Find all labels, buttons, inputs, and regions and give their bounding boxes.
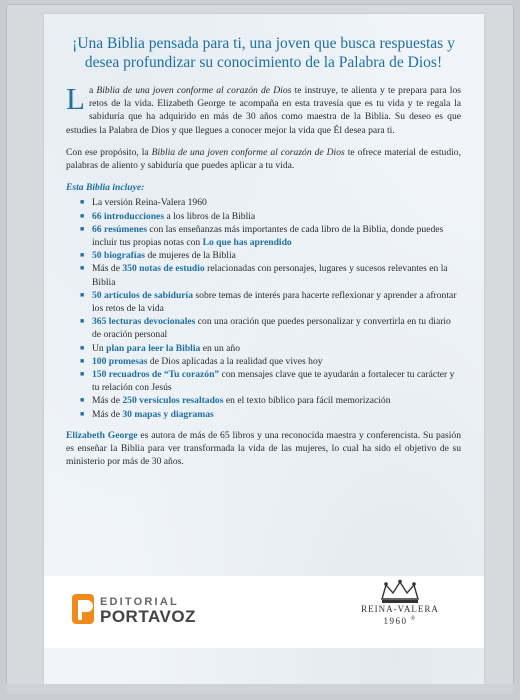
- list-item: ■ 50 biografías de mujeres de la Biblia: [80, 249, 461, 262]
- list-item: ■ 365 lecturas devocionales con una oración que puedes personalizar y convertirla en tu diario de oración personal: [80, 315, 461, 341]
- box-bottom-edge: [6, 684, 514, 694]
- portavoz-line-2: PORTAVOZ: [100, 607, 196, 626]
- list-item: ■ Más de 350 notas de estudio relacionadas con personajes, lugares y sucesos relevantes en la Biblia: [80, 262, 461, 288]
- author-paragraph: Elizabeth George es autora de más de 65 libros y una reconocida maestra y conferencista. Su pasión es enseñar la Biblia para ver transformada la vida de las mujeres, lo cual ha sido el objetivo de su ministerio por más de 30 años.: [66, 429, 461, 468]
- author-name: Elizabeth George: [66, 429, 138, 441]
- headline: ¡Una Biblia pensada para ti, una joven que busca respuestas y desea profundizar su conocimiento de la Palabra de Dios!: [72, 35, 455, 71]
- list-item: ■ Más de 250 versículos resaltados en el texto bíblico para fácil memorización: [80, 394, 461, 407]
- purpose-paragraph: Con ese propósito, la Biblia de una joven conforme al corazón de Dios te ofrece material de estudio, palabras de aliento y sabiduría que puedes aplicar a tu vida.: [66, 146, 462, 172]
- bible-title: Biblia de una joven conforme al corazón de Dios: [96, 85, 292, 96]
- list-item: ■ Más de 30 mapas y diagramas: [80, 408, 461, 421]
- back-cover-content: [66, 34, 461, 468]
- portavoz-line-1: EDITORIAL: [100, 596, 179, 608]
- list-item: ■ 50 artículos de sabiduría sobre temas de interés para hacerte reflexionar y aprender a afrontar los retos de la vida: [80, 289, 461, 315]
- bible-title: Biblia de una joven conforme al corazón de Dios: [151, 146, 345, 158]
- list-item: ■ 66 resúmenes con las enseñanzas más importantes de cada libro de la Biblia, donde puedes incluir tus propias notas con Lo que has aprendido: [80, 223, 461, 249]
- list-item: ■ La versión Reina-Valera 1960: [80, 196, 461, 209]
- drop-cap: L: [66, 81, 85, 116]
- features-list: [66, 196, 461, 420]
- reina-valera-year: 1960 ®: [383, 616, 417, 626]
- includes-title: Esta Biblia incluye:: [66, 182, 145, 194]
- registered-mark: ®: [410, 616, 417, 622]
- crown-icon: [376, 579, 424, 605]
- list-item: ■ 66 introducciones a los libros de la Biblia: [80, 210, 461, 223]
- list-item: ■ Un plan para leer la Biblia en un año: [80, 342, 461, 355]
- intro-paragraph: La Biblia de una joven conforme al corazón de Dios te instruye, te alienta y te prepara para los retos de la vida. Elizabeth George te acompaña en esta travesía que es tu vida y te regala la sabiduría que ha adquirido en más de 30 años como maestra de la Biblia. Su deseo es que estudies la Palabra de Dios y que llegues a conocer mejor la vida que Él desea para ti.: [66, 81, 461, 136]
- list-item: ■ 100 promesas de Dios aplicadas a la realidad que vives hoy: [80, 355, 461, 368]
- reina-valera-label: REINA-VALERA: [361, 604, 439, 614]
- list-item: ■ 150 recuadros de “Tu corazón” con mensajes clave que te ayudarán a fortalecer tu carácter y tu relación con Jesús: [80, 368, 461, 394]
